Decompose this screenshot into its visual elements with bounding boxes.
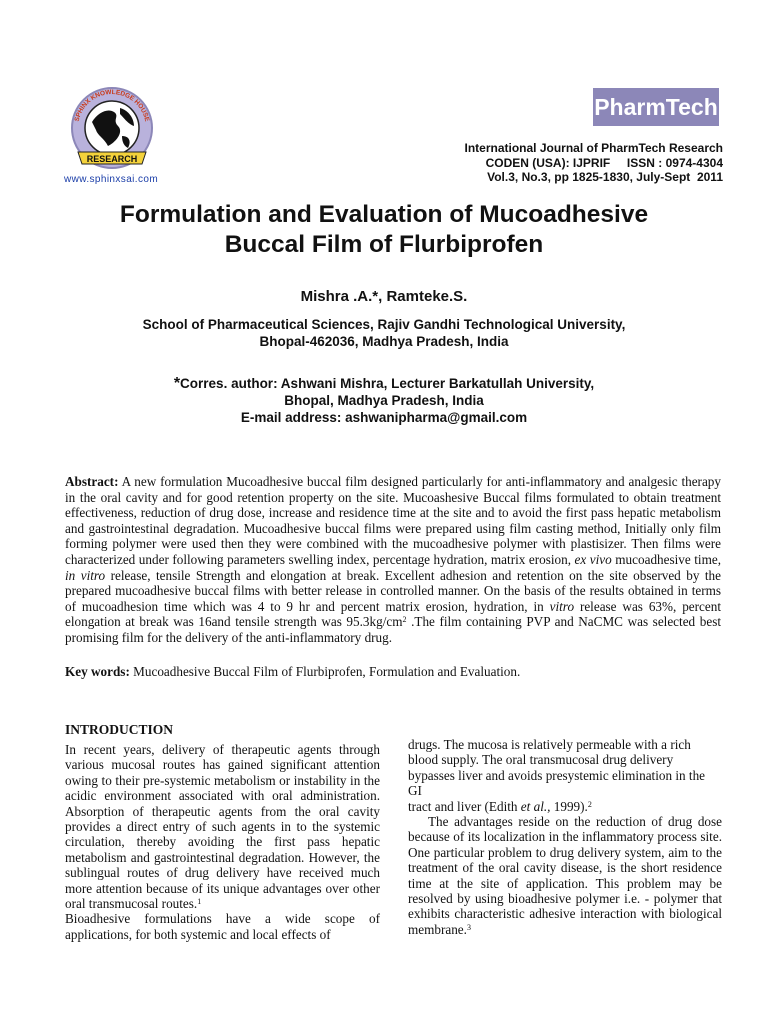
abstract-italic-2: in vitro [65, 567, 106, 583]
section-heading-introduction: INTRODUCTION [65, 722, 174, 737]
column-left [65, 742, 380, 942]
authors: Mishra .A.*, Ramteke.S. [300, 288, 468, 305]
publisher-logo [62, 86, 162, 186]
journal-volume: Vol.3, No.3, pp 1825-1830, July-Sept 2011 [487, 170, 723, 184]
logo-banner-text: RESEARCH [86, 154, 138, 164]
journal-brand: PharmTech [593, 88, 719, 126]
intro-italic-4: et al., [520, 798, 551, 814]
abstract-text-4: release was 63%, percent elongation at break was 16and tensile strength was 95.3kg/cm [65, 598, 721, 630]
abstract-sup: 2 [402, 615, 407, 625]
corresponding-star: * [173, 375, 181, 392]
affiliation-line-2: Bhopal-462036, Madhya Pradesh, India [259, 334, 509, 349]
logo-arc-text: SPHINX KNOWLEDGE HOUSE [73, 88, 151, 123]
keywords [65, 664, 721, 680]
correspondence [40, 375, 728, 426]
globe-icon [62, 86, 162, 186]
paper-title [40, 200, 728, 260]
intro-text-4a: tract and liver (Edith [408, 798, 521, 814]
intro-paragraph-1: In recent years, delivery of therapeutic agents through various mucosal routes has gained significant attention owing to their pre-systemic metabolism or instability in the acidic environment associated with oral administration. Absorption of therapeutic agents from the oral cavity provides a direct entry of such agents in to the systemic circulation, thereby avoiding the first pass hepatic metabolism and gastrointestinal degradation. However, the sublingual routes of drug delivery have received much more attention because of its unique advantages over other oral transmucosal routes. [65, 742, 380, 912]
intro-paragraph-5: The advantages reside on the reduction of drug dose because of its localization in the inflammatory process site. One particular problem to drug delivery system, aim to the treatment of the oral cavity disease, is the short residence time at the site of application. This problem may be resolved by using bioadhesive polymer i.e. - polymer that exhibits characteristic adhesive interaction with biological membrane. [408, 814, 722, 937]
publisher-url[interactable]: www.sphinxsai.com [64, 174, 159, 185]
corres-email: E-mail address: ashwanipharma@gmail.com [240, 410, 528, 425]
abstract-italic-1: ex vivo [574, 551, 612, 567]
journal-name: International Journal of PharmTech Research [464, 141, 723, 155]
title-line-2: Buccal Film of Flurbiprofen [224, 231, 544, 258]
abstract-italic-3: vitro [549, 598, 575, 614]
abstract-label: Abstract: [65, 474, 119, 489]
column-right [408, 737, 722, 937]
affiliation [40, 316, 728, 350]
abstract-text-3: release, tensile Strength and elongation at break. Excellent adhesion and retention on the site observed by the prepared mucoadhesive buccal films with better release in controlled manner. On the basis of the results obtained in terms of mucoadhesion time which was 4 to 9 hr and percent matrix erosion, hydration, in [65, 567, 721, 614]
abstract-text-1: A new formulation Mucoadhesive buccal film designed particularly for anti-inflammatory and analgesic therapy in the oral cavity and for good retention property on the site. Mucoashesive Buccal films formulated to obtain treatment effectiveness, reduction of drug dose, increase and residence time at the site and to avoid the first pass hepatic metabolism and gastrointestinal degradation. Mucoadhesive buccal films were prepared using film casting method, Initially only film forming polymer were used then they were combined with the mucoadhesive polymer with plastisizer. Then films were characterized under following parameters swelling index, percentage hydration, matrix erosion, [65, 474, 721, 567]
corres-line-2: Bhopal, Madhya Pradesh, India [284, 393, 484, 408]
intro-paragraph-2: Bioadhesive formulations have a wide scope of applications, for both systemic and local effects of [65, 911, 380, 942]
citation-2: 2 [587, 799, 592, 809]
affiliation-line-1: School of Pharmaceutical Sciences, Rajiv Gandhi Technological University, [142, 317, 626, 332]
abstract-text-2: mucoadhesive time, [611, 551, 722, 567]
corres-line-1: Corres. author: Ashwani Mishra, Lecturer Barkatullah University, [180, 376, 595, 391]
abstract-text-5: .The film containing PVP and NaCMC was selected best promising film for the delivery of the anti-inflammatory drug. [65, 614, 721, 645]
title-line-1: Formulation and Evaluation of Mucoadhesive [119, 201, 649, 228]
intro-text-4b: 1999). [550, 798, 588, 814]
citation-3: 3 [466, 922, 471, 932]
keywords-text: Mucoadhesive Buccal Film of Flurbiprofen, Formulation and Evaluation. [129, 664, 521, 679]
citation-1: 1 [197, 897, 202, 907]
journal-coden: CODEN (USA): IJPRIF ISSN : 0974-4304 [485, 155, 723, 170]
abstract [65, 474, 721, 646]
keywords-label: Key words: [65, 664, 130, 679]
journal-info [400, 141, 723, 185]
intro-paragraph-3: drugs. The mucosa is relatively permeable with a rich blood supply. The oral transmucosal drug delivery bypasses liver and avoids presystemic elimination in the GI [408, 737, 706, 799]
